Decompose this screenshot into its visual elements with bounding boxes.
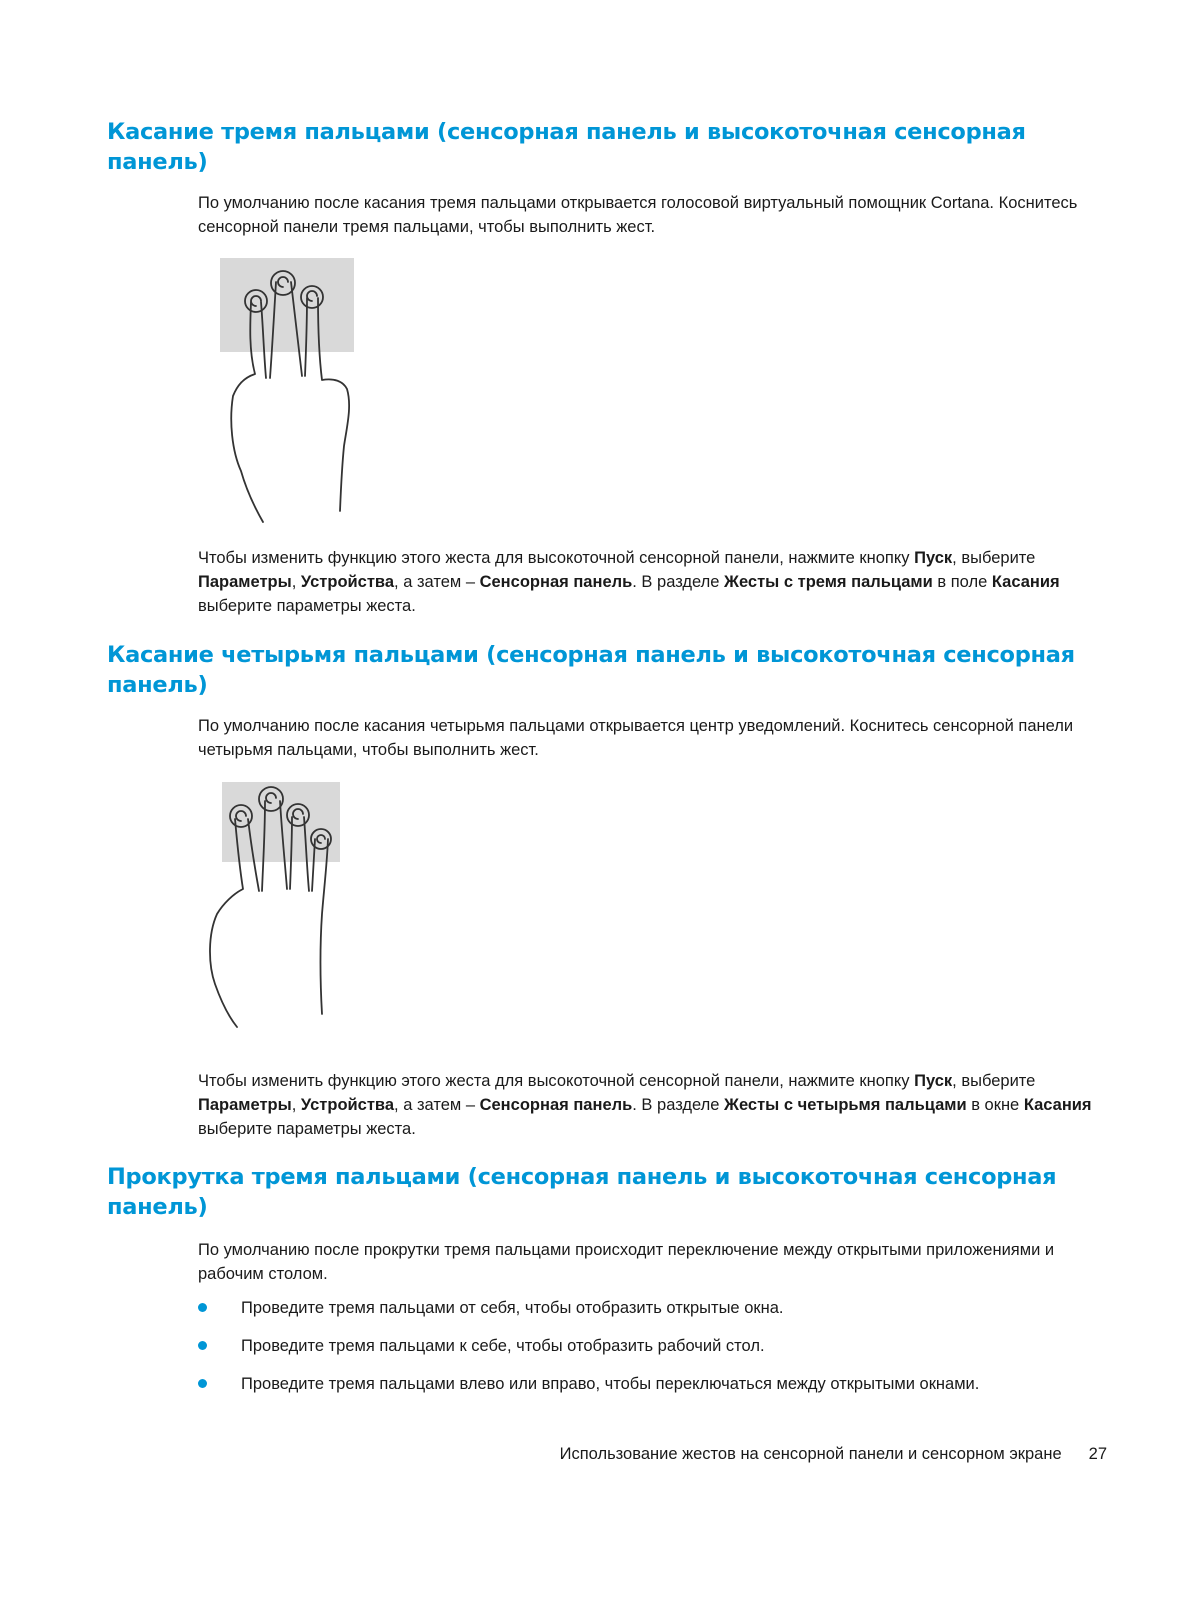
section-intro-three-finger-scroll: По умолчанию после прокрутки тремя пальцами происходит переключение между открытыми приложениями и рабочим столом.	[198, 1241, 1055, 1283]
ui-term-taps: Касания	[991, 573, 1060, 591]
three-finger-tap-hand-icon	[219, 256, 359, 529]
section-title-three-finger-scroll: Прокрутка тремя пальцами (сенсорная панель и высокоточная сенсорная панель)	[107, 1164, 1057, 1220]
ui-term-start: Пуск	[914, 549, 953, 567]
ui-term-settings: Параметры	[198, 573, 292, 591]
ui-term-touchpad: Сенсорная панель	[479, 573, 633, 591]
ui-term-four-finger-gestures: Жесты с четырьмя пальцами	[724, 1096, 967, 1114]
ui-term-taps: Касания	[1023, 1096, 1092, 1114]
ui-term-three-finger-gestures: Жесты с тремя пальцами	[724, 573, 933, 591]
section-title-three-finger-tap: Касание тремя пальцами (сенсорная панель и высокоточная сенсорная панель)	[107, 119, 1026, 175]
footer-chapter-title: Использование жестов на сенсорной панели и сенсорном экране	[559, 1445, 1062, 1463]
ui-term-start: Пуск	[914, 1072, 953, 1090]
bullet-icon	[198, 1341, 207, 1350]
ui-term-settings: Параметры	[198, 1096, 292, 1114]
ui-term-touchpad: Сенсорная панель	[479, 1096, 633, 1114]
ui-term-devices: Устройства	[300, 1096, 395, 1114]
section-instruction-four-finger-tap: Чтобы изменить функцию этого жеста для высокоточной сенсорной панели, нажмите кнопку Пуск, выберите Параметры, Устройства, а затем – Сенсорная панель. В разделе Жесты с четырьмя пальцами в окне Касания выберите параметры жеста.	[198, 1072, 1092, 1138]
ui-term-devices: Устройства	[300, 573, 395, 591]
page-number: 27	[1088, 1445, 1107, 1463]
list-item: Проведите тремя пальцами к себе, чтобы отобразить рабочий стол.	[198, 1334, 1098, 1358]
bullet-icon	[198, 1379, 207, 1388]
section-intro-four-finger-tap: По умолчанию после касания четырьмя пальцами открывается центр уведомлений. Коснитесь сенсорной панели четырьмя пальцами, чтобы выполнить жест.	[198, 717, 1074, 759]
bullet-list	[198, 1296, 1098, 1410]
list-item: Проведите тремя пальцами от себя, чтобы отобразить открытые окна.	[198, 1296, 1098, 1320]
page-footer	[560, 1443, 1107, 1465]
four-finger-tap-hand-icon	[203, 779, 345, 1034]
bullet-icon	[198, 1303, 207, 1312]
section-instruction-three-finger-tap: Чтобы изменить функцию этого жеста для высокоточной сенсорной панели, нажмите кнопку Пуск, выберите Параметры, Устройства, а затем – Сенсорная панель. В разделе Жесты с тремя пальцами в поле Касания выберите параметры жеста.	[198, 549, 1060, 615]
section-intro-three-finger-tap: По умолчанию после касания тремя пальцами открывается голосовой виртуальный помощник Cortana. Коснитесь сенсорной панели тремя пальцами, чтобы выполнить жест.	[198, 194, 1078, 236]
list-item: Проведите тремя пальцами влево или вправо, чтобы переключаться между открытыми окнами.	[198, 1372, 1098, 1396]
section-title-four-finger-tap: Касание четырьмя пальцами (сенсорная панель и высокоточная сенсорная панель)	[107, 642, 1075, 698]
